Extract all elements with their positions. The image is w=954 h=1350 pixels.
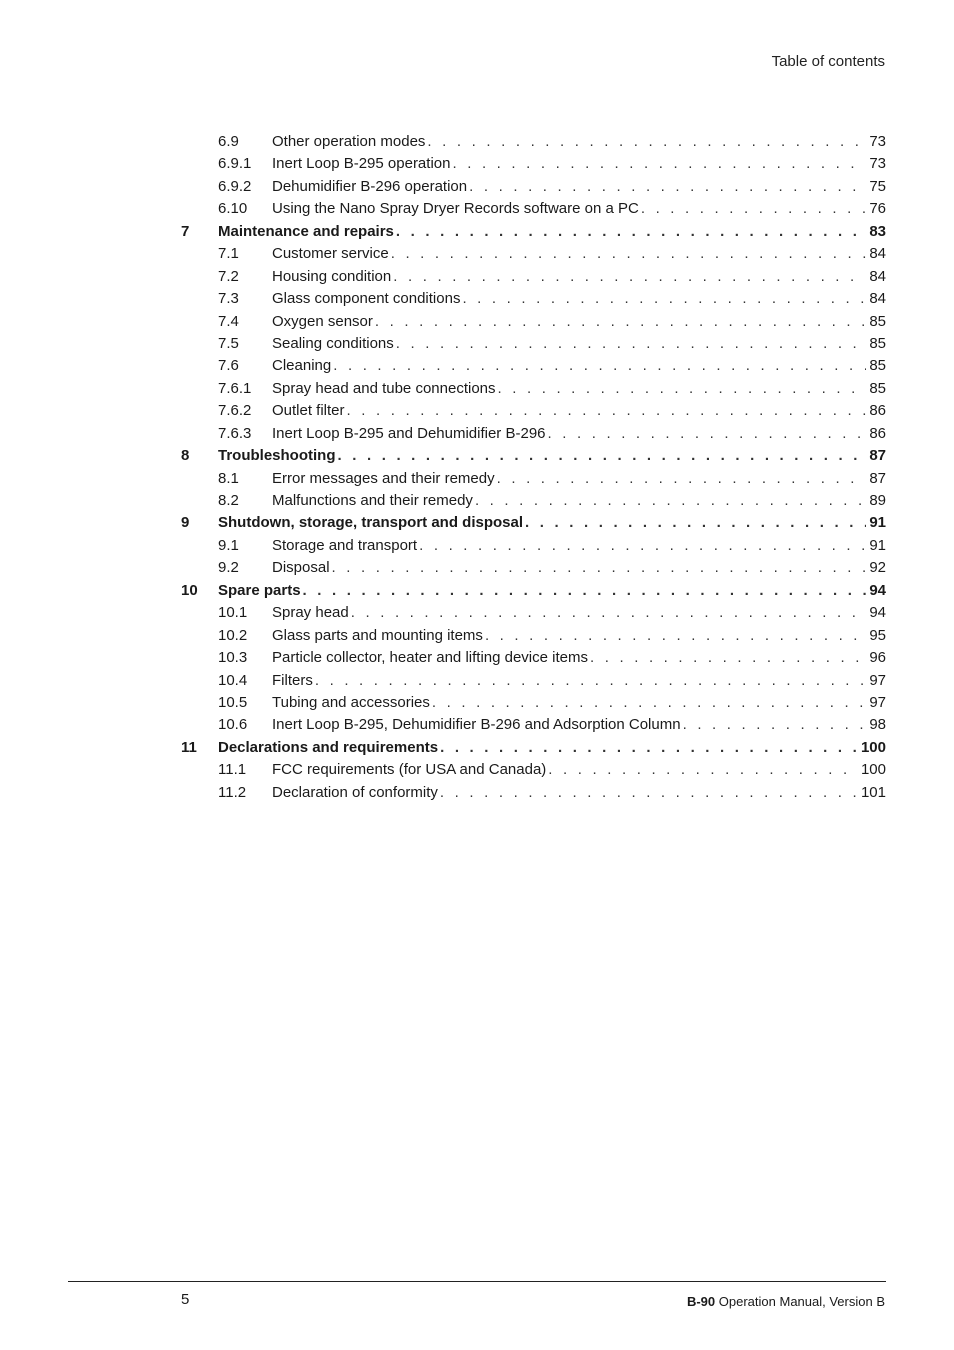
- toc-entry-line: [272, 266, 886, 288]
- toc-entry-line: [272, 647, 886, 669]
- toc-section-entry[interactable]: [181, 490, 886, 512]
- toc-entry-title: Inert Loop B-295 and Dehumidifier B-296: [272, 424, 546, 442]
- toc-entry-page: 97: [869, 671, 886, 689]
- toc-entry-title: Declaration of conformity: [272, 783, 438, 801]
- toc-entry-title: Using the Nano Spray Dryer Records software on a PC: [272, 200, 639, 218]
- toc-entry-title: Other operation modes: [272, 133, 426, 150]
- toc-section-entry[interactable]: [181, 266, 886, 288]
- toc-entry-line: [272, 198, 886, 220]
- toc-entry-number: 11.2: [218, 783, 247, 801]
- toc-section-entry[interactable]: [181, 176, 886, 198]
- toc-section-entry[interactable]: [181, 535, 886, 557]
- toc-entry-number: 6.9: [218, 133, 239, 150]
- page-number: 5: [181, 1291, 190, 1308]
- toc-entry-line: [272, 423, 886, 445]
- toc-entry-title: Dehumidifier B-296 operation: [272, 177, 468, 195]
- toc-entry-line: [272, 535, 886, 557]
- toc-section-entry[interactable]: [181, 423, 886, 445]
- toc-entry-line: [272, 311, 886, 333]
- toc-entry-title: Oxygen sensor: [272, 312, 373, 330]
- toc-entry-page: 85: [869, 379, 886, 397]
- toc-entry-page: 83: [869, 222, 886, 240]
- toc-entry-page: 91: [869, 514, 886, 532]
- toc-entry-number: 9: [181, 514, 190, 532]
- dot-leader: [419, 535, 866, 557]
- toc-entry-line: [218, 445, 886, 467]
- toc-entry-page: 84: [869, 267, 886, 285]
- toc-entry-title: Housing condition: [272, 267, 392, 285]
- toc-section-entry[interactable]: [181, 198, 886, 220]
- dot-leader: [452, 153, 866, 175]
- toc-entry-line: [272, 176, 886, 198]
- dot-leader: [427, 131, 866, 153]
- dot-leader: [393, 266, 866, 288]
- toc-entry-title: Declarations and requirements: [218, 738, 439, 756]
- toc-entry-line: [272, 288, 886, 310]
- dot-leader: [641, 198, 866, 220]
- toc-entry-line: [272, 625, 886, 647]
- toc-section-entry[interactable]: [181, 557, 886, 579]
- toc-section-entry[interactable]: [181, 468, 886, 490]
- toc-entry-number: 9.1: [218, 536, 239, 554]
- toc-entry-number: 6.10: [218, 200, 248, 218]
- toc-entry-page: 85: [869, 334, 886, 352]
- toc-entry-line: [218, 221, 886, 243]
- toc-entry-number: 7.6.2: [218, 402, 252, 420]
- footer-divider: [68, 1281, 886, 1282]
- toc-entry-number: 7.3: [218, 290, 239, 308]
- toc-entry-page: 76: [869, 200, 886, 218]
- toc-entry-line: [272, 692, 886, 714]
- manual-title: [687, 1294, 885, 1309]
- toc-entry-number: 7.5: [218, 334, 239, 352]
- toc-entry-title: FCC requirements (for USA and Canada): [272, 761, 547, 779]
- toc-entry-page: 89: [869, 492, 886, 509]
- toc-entry-page: 84: [869, 290, 886, 308]
- toc-entry-number: 7: [181, 222, 190, 240]
- dot-leader: [469, 176, 866, 198]
- dot-leader: [590, 647, 866, 669]
- toc-entry-title: Disposal: [272, 559, 330, 577]
- toc-entry-page: 94: [869, 604, 886, 622]
- toc-entry-page: 95: [869, 626, 886, 644]
- toc-entry-title: Tubing and accessories: [272, 693, 430, 711]
- toc-entry-page: 73: [869, 133, 886, 150]
- toc-section-entry[interactable]: [181, 311, 886, 333]
- dot-leader: [498, 378, 867, 400]
- toc-entry-page: 84: [869, 245, 886, 263]
- table-of-contents: [181, 131, 886, 804]
- toc-entry-page: 75: [869, 177, 886, 195]
- toc-chapter-entry[interactable]: [181, 512, 886, 534]
- toc-entry-line: [272, 153, 886, 175]
- toc-entry-title: Malfunctions and their remedy: [272, 492, 473, 509]
- toc-section-entry[interactable]: [181, 288, 886, 310]
- toc-entry-title: Spare parts: [218, 581, 301, 599]
- toc-entry-number: 7.6.1: [218, 379, 252, 397]
- toc-entry-number: 11.1: [218, 761, 247, 779]
- toc-entry-number: 10: [181, 581, 198, 599]
- toc-entry-page: 85: [869, 312, 886, 330]
- dot-leader: [548, 423, 867, 445]
- toc-entry-line: [272, 400, 886, 422]
- dot-leader: [333, 355, 866, 377]
- toc-entry-page: 97: [869, 693, 886, 711]
- toc-entry-line: [272, 378, 886, 400]
- toc-entry-title: Storage and transport: [272, 536, 418, 554]
- toc-entry-title: Spray head: [272, 604, 349, 622]
- toc-entry-number: 8: [181, 447, 190, 465]
- toc-entry-page: 87: [869, 447, 886, 465]
- dot-leader: [432, 692, 866, 714]
- toc-chapter-entry[interactable]: [181, 737, 886, 759]
- dot-leader: [332, 557, 867, 579]
- dot-leader: [338, 445, 867, 467]
- dot-leader: [525, 512, 866, 534]
- toc-entry-line: [272, 759, 886, 781]
- toc-entry-title: Filters: [272, 671, 313, 689]
- toc-entry-page: 73: [869, 155, 886, 173]
- toc-section-entry[interactable]: [181, 670, 886, 692]
- toc-chapter-entry[interactable]: [181, 445, 886, 467]
- toc-entry-line: [272, 243, 886, 265]
- toc-entry-line: [272, 602, 886, 624]
- toc-entry-number: 9.2: [218, 559, 239, 577]
- toc-entry-title: Cleaning: [272, 357, 332, 375]
- toc-entry-line: [272, 670, 886, 692]
- dot-leader: [548, 759, 858, 781]
- dot-leader: [351, 602, 867, 624]
- toc-entry-line: [272, 355, 886, 377]
- toc-entry-number: 7.6: [218, 357, 239, 375]
- running-header: Table of contents: [771, 53, 885, 70]
- toc-entry-number: 8.2: [218, 492, 239, 509]
- toc-entry-page: 86: [869, 402, 886, 420]
- toc-entry-line: [218, 737, 886, 759]
- toc-section-entry[interactable]: [181, 243, 886, 265]
- toc-entry-title: Glass component conditions: [272, 290, 461, 308]
- toc-section-entry[interactable]: [181, 759, 886, 781]
- toc-entry-page: 94: [869, 581, 886, 599]
- toc-entry-title: Outlet filter: [272, 402, 345, 420]
- toc-entry-line: [218, 580, 886, 602]
- toc-entry-page: 85: [869, 357, 886, 375]
- toc-entry-number: 10.1: [218, 604, 248, 622]
- toc-entry-number: 7.2: [218, 267, 239, 285]
- toc-section-entry[interactable]: [181, 333, 886, 355]
- dot-leader: [391, 243, 867, 265]
- toc-entry-number: 6.9.1: [218, 155, 252, 173]
- dot-leader: [303, 580, 867, 602]
- dot-leader: [315, 670, 866, 692]
- toc-entry-number: 10.2: [218, 626, 248, 644]
- dot-leader: [347, 400, 867, 422]
- toc-section-entry[interactable]: [181, 782, 886, 804]
- toc-entry-title: Customer service: [272, 245, 389, 263]
- toc-entry-title: Maintenance and repairs: [218, 222, 394, 240]
- dot-leader: [396, 221, 866, 243]
- toc-entry-number: 8.1: [218, 469, 239, 487]
- toc-section-entry[interactable]: [181, 602, 886, 624]
- toc-entry-page: 100: [860, 761, 886, 779]
- toc-entry-page: 91: [869, 536, 886, 554]
- toc-entry-page: 92: [869, 559, 886, 577]
- toc-entry-line: [272, 131, 886, 153]
- dot-leader: [497, 468, 867, 490]
- toc-entry-line: [272, 557, 886, 579]
- toc-section-entry[interactable]: [181, 400, 886, 422]
- dot-leader: [485, 625, 866, 647]
- toc-entry-page: 100: [860, 738, 886, 756]
- toc-entry-line: [272, 490, 886, 512]
- toc-entry-line: [272, 468, 886, 490]
- toc-entry-number: 10.3: [218, 649, 248, 667]
- toc-section-entry[interactable]: [181, 131, 886, 153]
- toc-chapter-entry[interactable]: [181, 221, 886, 243]
- toc-entry-number: 11: [181, 738, 197, 756]
- toc-entry-line: [272, 782, 886, 804]
- toc-entry-page: 98: [869, 716, 886, 734]
- toc-section-entry[interactable]: [181, 714, 886, 736]
- toc-entry-title: Sealing conditions: [272, 334, 394, 352]
- dot-leader: [375, 311, 866, 333]
- toc-entry-title: Inert Loop B-295 operation: [272, 155, 451, 173]
- toc-entry-title: Spray head and tube connections: [272, 379, 496, 397]
- toc-entry-number: 7.6.3: [218, 424, 252, 442]
- toc-entry-page: 86: [869, 424, 886, 442]
- toc-section-entry[interactable]: [181, 355, 886, 377]
- product-name: B-90: [686, 1294, 716, 1309]
- dot-leader: [440, 782, 858, 804]
- toc-section-entry[interactable]: [181, 625, 886, 647]
- dot-leader: [440, 737, 858, 759]
- toc-entry-number: 10.5: [218, 693, 248, 711]
- toc-entry-line: [218, 512, 886, 534]
- toc-entry-number: 10.4: [218, 671, 248, 689]
- toc-entry-title: Shutdown, storage, transport and disposal: [218, 514, 524, 532]
- toc-chapter-entry[interactable]: [181, 580, 886, 602]
- toc-entry-page: 87: [869, 469, 886, 487]
- toc-entry-line: [272, 714, 886, 736]
- toc-entry-title: Inert Loop B-295, Dehumidifier B-296 and Adsorption Column: [272, 716, 681, 734]
- toc-entry-title: Particle collector, heater and lifting device items: [272, 649, 588, 667]
- toc-entry-number: 7.1: [218, 245, 239, 263]
- toc-entry-title: Glass parts and mounting items: [272, 626, 483, 644]
- toc-section-entry[interactable]: [181, 647, 886, 669]
- toc-entry-number: 6.9.2: [218, 177, 252, 195]
- toc-section-entry[interactable]: [181, 692, 886, 714]
- dot-leader: [462, 288, 866, 310]
- toc-entry-number: 7.4: [218, 312, 239, 330]
- toc-entry-page: 101: [860, 783, 886, 801]
- toc-section-entry[interactable]: [181, 378, 886, 400]
- toc-entry-number: 10.6: [218, 716, 248, 734]
- toc-section-entry[interactable]: [181, 153, 886, 175]
- dot-leader: [396, 333, 867, 355]
- manual-version: Operation Manual, Version B: [718, 1294, 885, 1309]
- dot-leader: [683, 714, 867, 736]
- dot-leader: [475, 490, 866, 512]
- toc-entry-page: 96: [869, 649, 886, 667]
- toc-entry-title: Error messages and their remedy: [272, 469, 495, 487]
- toc-entry-title: Troubleshooting: [218, 447, 336, 465]
- toc-entry-line: [272, 333, 886, 355]
